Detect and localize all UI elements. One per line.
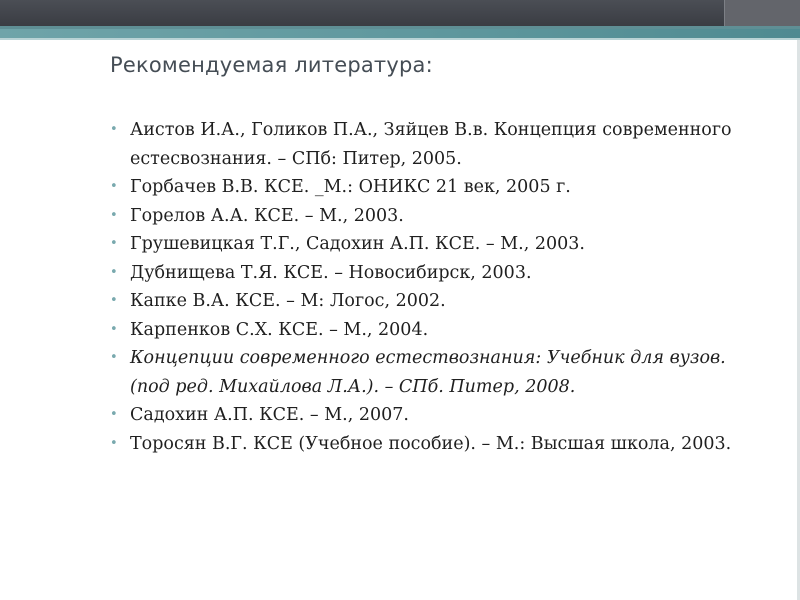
reference-item [110,430,760,459]
reference-text: Горбачев В.В. КСЕ. _М.: ОНИКС 21 век, 2005 г. [130,177,571,197]
reference-item [110,116,760,173]
bullet-icon: • [110,350,118,365]
bullet-icon: • [110,407,118,422]
reference-item [110,173,760,202]
top-band [0,0,800,26]
reference-item [110,202,760,231]
bullet-icon: • [110,321,118,337]
bullet-icon: • [110,264,118,280]
reference-text: Горелов А.А. КСЕ. – М., 2003. [130,205,404,226]
accent-strip-highlight [0,38,800,40]
reference-text: Грушевицкая Т.Г., Садохин А.П. КСЕ. – М., 2003. [130,234,585,254]
reference-text: Торосян В.Г. КСЕ (Учебное пособие). – М.: Высшая школа, 2003. [130,433,732,454]
bullet-icon: • [110,207,118,223]
corner-tab [725,0,800,26]
reference-text: Аистов И.А., Голиков П.А., Зяйцев В.в. Концепция современного естесвознания. – СПб: Питер, 2005. [130,120,732,169]
reference-item [110,344,760,401]
reference-text: Карпенков С.Х. КСЕ. – М., 2004. [130,319,429,340]
bullet-icon: • [110,179,118,194]
bullet-icon: • [110,435,118,451]
bullet-icon: • [110,236,118,251]
slide-title: Рекомендуемая литература: [110,53,433,77]
bullet-icon: • [110,293,118,308]
bullet-icon: • [110,122,118,137]
reference-item [110,230,760,259]
reference-item [110,401,760,430]
reference-item [110,316,760,345]
reference-text: Садохин А.П. КСЕ. – М., 2007. [130,405,409,425]
reference-item [110,287,760,316]
reference-text: Концепции современного естествознания: Учебник для вузов. (под ред. Михайлова Л.А.). – СПб. Питер, 2008. [130,348,726,397]
reference-item [110,259,760,288]
reference-text: Дубнищева Т.Я. КСЕ. – Новосибирск, 2003. [130,262,532,283]
accent-strip [0,29,800,38]
reference-list [110,116,760,458]
reference-text: Капке В.А. КСЕ. – М: Логос, 2002. [130,291,446,311]
